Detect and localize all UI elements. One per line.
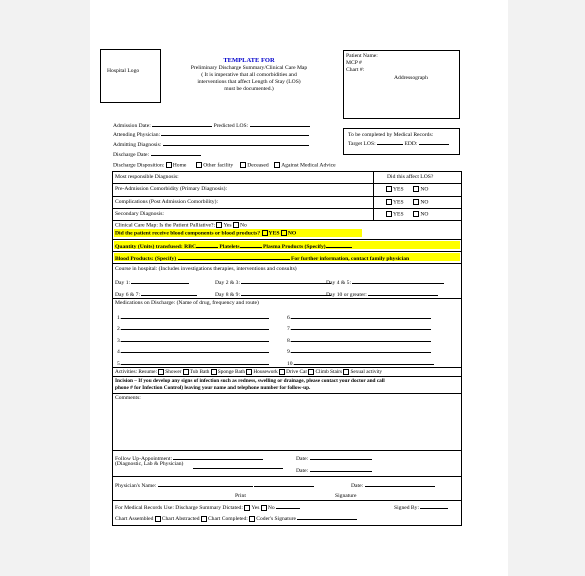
med-10-field[interactable] [294,359,434,365]
physician-name-row [115,481,314,490]
follow-up-date-row [296,454,372,463]
shower-option: Shower [165,369,182,376]
subtitle-line-4: must be documented.) [224,86,274,92]
complications-yn [386,199,428,206]
drive-car-checkbox[interactable] [279,369,285,375]
secondary-yn [386,211,428,218]
predicted-los-label: Predicted LOS: [213,123,249,129]
day-1-label: Day 1: [115,280,131,286]
further-info-label: For further information, contact family physician [290,256,410,262]
med-3-row [117,336,269,345]
pre-admission-yn [386,186,428,193]
incision-line-1: Incision – If you develop any signs of infection such as redness, swelling or drainage, please contact your doctor and call [115,378,385,384]
row-divider [112,450,462,451]
physician-name-label: Physician's Name: [115,483,157,489]
mcp-label: MCP # [346,60,362,66]
med-1-label: 1. [117,315,122,321]
chart-abstracted-checkbox[interactable] [201,516,207,522]
care-map-label: Clinical Care Map: Is the Patient Palliative?: [115,222,216,229]
admitting-dx-row [113,140,309,149]
physician-date-field[interactable] [365,481,435,487]
follow-up-field-2[interactable] [193,463,283,469]
records-target-row [348,139,449,148]
med-9-row [287,347,431,356]
med-8-row [287,336,431,345]
complications-label: Complications (Post Admission Comorbility): [115,199,219,205]
palliative-no-label: No [240,222,247,229]
med-2-label: 2. [117,326,122,332]
med-5-label: 5. [117,361,122,367]
follow-up-field[interactable] [173,454,263,460]
row-divider [112,220,462,221]
med-1-field[interactable] [121,313,269,319]
yes-label: YES [393,199,404,206]
most-responsible-dx-label: Most responsible Diagnosis: [115,174,179,180]
predicted-los-field[interactable] [250,121,310,127]
form-title: TEMPLATE FOR [223,57,275,64]
blood-question-label: Did the patient receive blood components or blood products? [115,230,261,237]
blood-no-label: NO [287,230,297,237]
quantity-row [115,242,352,251]
day-8-9-field[interactable] [241,290,331,296]
complications-yes-checkbox[interactable] [386,199,392,205]
med-6-label: 6. [287,315,292,321]
records-use-label: For Medical Records Use: Discharge Summary Dictated: [115,505,243,511]
med-8-field[interactable] [291,336,431,342]
physician-date-label: Date: [351,483,364,489]
palliative-no-checkbox[interactable] [233,222,239,228]
chart-assembled-checkbox[interactable] [155,516,161,522]
row-divider [112,196,462,197]
follow-up-date-label: Date: [296,456,309,462]
platelets-field[interactable] [240,242,262,248]
row-divider [112,251,462,252]
dictated-field[interactable] [276,503,300,509]
print-label: Print [235,493,246,499]
blood-yes-label: YES [268,230,280,237]
ama-option: Against Medical Advice [281,162,336,169]
addressograph-label: Addressograph [394,75,428,81]
row-divider [112,376,462,377]
med-4-label: 4. [117,349,122,355]
day-6-7-label: Day 6 & 7: [115,292,141,298]
med-7-field[interactable] [291,324,431,330]
admission-date-row [113,121,310,130]
disposition-row [113,162,336,169]
activities-label: Activities: Resume: [115,369,157,376]
chart-label: Chart #: [346,67,365,73]
med-6-field[interactable] [291,313,431,319]
attending-field[interactable] [161,130,309,136]
day-6-7-field[interactable] [141,290,197,296]
med-7-row [287,324,431,333]
subtitle-line-3: interventions that affect Length of Stay (LOS) [197,79,301,85]
drive-car-option: Drive Car [286,369,308,376]
palliative-yes-checkbox[interactable] [216,222,222,228]
dictated-no-checkbox[interactable] [261,505,267,511]
med-7-label: 7. [287,326,292,332]
med-2-row [117,324,269,333]
other-facility-checkbox[interactable] [196,162,202,168]
med-9-label: 9. [287,349,292,355]
home-checkbox[interactable] [166,162,172,168]
med-9-field[interactable] [291,347,431,353]
day-10-label: Day 10 or greater: [326,292,367,298]
discharge-date-label: Discharge Date: [113,152,150,158]
subtitle-line-1: Preliminary Discharge Summary/Clinical Care Map [190,65,308,71]
coder-signature-label: Coder's Signature [256,516,296,522]
edd-label: EDD: [404,141,418,147]
sexual-activity-option: Sexual activity [350,369,383,376]
physician-date-row [351,481,435,490]
medical-records-box [343,128,460,155]
chart-completed-label: Chart Completed: [207,516,248,522]
chart-abstracted-label: Chart Abstracted [161,516,200,522]
coder-signature-field[interactable] [297,514,357,520]
admitting-dx-label: Admitting Diagnosis: [113,142,162,148]
platelets-label: Platelets [219,244,240,250]
admitting-dx-field[interactable] [163,140,309,146]
day-2-3-field[interactable] [241,278,331,284]
row-divider [112,298,462,299]
incision-line-2: phone # for Infection Control) leaving your name and telephone number for follow-up. [115,385,311,391]
day-4-5-row [326,278,444,287]
signed-by-field[interactable] [420,503,448,509]
course-label: Course in hospital: (Includes investigations therapies, interventions and consults) [115,266,297,272]
pre-admission-label: Pre-Admission Comorbidity (Primary Diagnosis): [115,186,228,192]
blood-products-row [115,254,409,263]
discharge-summary-form [90,0,508,576]
climb-stairs-option: Climb Stairs [315,369,343,376]
discharge-date-row [113,150,201,159]
attending-label: Attending Physician: [113,132,161,138]
day-2-3-row [215,278,331,287]
day-4-5-field[interactable] [352,278,444,284]
affect-los-label: Did this affect LOS? [387,174,434,180]
discharge-date-field[interactable] [151,150,201,156]
blood-products-label: Blood Products: (Specify) [115,256,177,262]
dictated-no-label: No [267,505,275,511]
comments-field[interactable] [114,403,460,449]
records-use-row [115,503,300,512]
blood-no-checkbox[interactable] [281,230,287,236]
med-4-field[interactable] [121,347,269,353]
med-3-field[interactable] [121,336,269,342]
deceased-option: Deceased [247,162,269,169]
follow-up-date-field-2[interactable] [310,466,372,472]
blood-question-row [115,230,296,237]
row-divider [112,476,462,477]
row-divider [112,183,462,184]
row-divider [112,208,462,209]
signature-label: Signature [335,493,357,499]
patient-name-label: Patient Name: [346,53,378,59]
no-label: NO [420,186,429,193]
sponge-bath-checkbox[interactable] [211,369,217,375]
target-los-label: Target LOS: [348,141,376,147]
yes-label: YES [393,211,404,218]
rbc-field[interactable] [196,242,218,248]
med-5-field[interactable] [121,359,269,365]
med-2-field[interactable] [121,324,269,330]
follow-up-label: Follow Up-Appointment: [115,456,173,462]
signed-by-label: Signed By: [394,505,420,511]
physician-signature-field[interactable] [254,481,314,487]
hospital-logo-label: Hospital Logo [107,68,140,74]
row-divider [112,239,462,240]
records-box-line1: To be completed by Medical Records: [348,132,434,138]
blood-yes-checkbox[interactable] [262,230,268,236]
secondary-dx-label: Secondary Diagnosis: [115,211,164,217]
pre-admission-no-checkbox[interactable] [413,186,419,192]
chart-completed-checkbox[interactable] [249,516,255,522]
day-8-9-label: Day 8 & 9: [215,292,241,298]
admission-date-field[interactable] [152,121,212,127]
target-los-field[interactable] [377,139,403,145]
med-3-label: 3. [117,338,122,344]
follow-up-sub-label: (Diagnostic, Lab & Physician) [115,461,184,467]
quantity-label: Quantity (Units) transfused: [115,244,183,250]
med-6-row [287,313,431,322]
follow-up-date-field[interactable] [310,454,372,460]
hospital-logo-box [100,49,161,103]
other-facility-option: Other facility [203,162,234,169]
disposition-label: Discharge Disposition: [113,162,165,169]
yes-label: YES [393,186,404,193]
follow-up-date-row-2 [296,466,372,475]
shower-checkbox[interactable] [158,369,164,375]
housework-checkbox[interactable] [246,369,252,375]
row-divider [112,263,462,264]
medications-label: Medications on Discharge: (Name of drug, frequency and route) [115,300,259,306]
deceased-checkbox[interactable] [240,162,246,168]
housework-option: Housework [253,369,278,376]
med-4-row [117,347,269,356]
tub-bath-checkbox[interactable] [183,369,189,375]
signed-by-row [394,503,448,512]
plasma-label: Plasma Products (Specify) [263,244,326,250]
complications-no-checkbox[interactable] [413,199,419,205]
day-1-field[interactable] [131,278,189,284]
day-2-3-label: Day 2 & 3: [215,280,241,286]
climb-stairs-checkbox[interactable] [308,369,314,375]
no-label: NO [420,211,429,218]
row-divider [112,393,462,394]
attending-row [113,130,309,139]
chart-status-row [115,514,357,523]
palliative-yes-label: Yes [223,222,232,229]
row-divider [112,500,462,501]
sponge-bath-option: Sponge Bath [217,369,246,376]
day-10-field[interactable] [368,290,438,296]
patient-info-box [343,50,460,119]
med-10-label: 10. [287,361,294,367]
ama-checkbox[interactable] [274,162,280,168]
home-option: Home [172,162,187,169]
admission-date-label: Admission Date: [113,123,151,129]
day-1-row [115,278,189,287]
secondary-yes-checkbox[interactable] [386,211,392,217]
pre-admission-yes-checkbox[interactable] [386,186,392,192]
dictated-yes-checkbox[interactable] [244,505,250,511]
plasma-field[interactable] [326,242,352,248]
secondary-no-checkbox[interactable] [413,211,419,217]
edd-field[interactable] [419,139,449,145]
sexual-activity-checkbox[interactable] [343,369,349,375]
follow-up-date-label-2: Date: [296,468,309,474]
med-8-label: 8. [287,338,292,344]
row-divider [112,367,462,368]
subtitle-line-2: ( It is imperative that all comorbidities and [201,72,297,78]
chart-assembled-label: Chart Assembled [115,516,154,522]
dictated-yes-label: Yes [251,505,260,511]
rbc-label: RBC [184,244,196,250]
blood-products-field[interactable] [178,254,290,260]
tub-bath-option: Tub Bath [189,369,210,376]
physician-name-field[interactable] [158,481,253,487]
comments-label: Comments: [115,395,141,401]
no-label: NO [420,199,429,206]
day-4-5-label: Day 4 & 5: [326,280,352,286]
med-1-row [117,313,269,322]
